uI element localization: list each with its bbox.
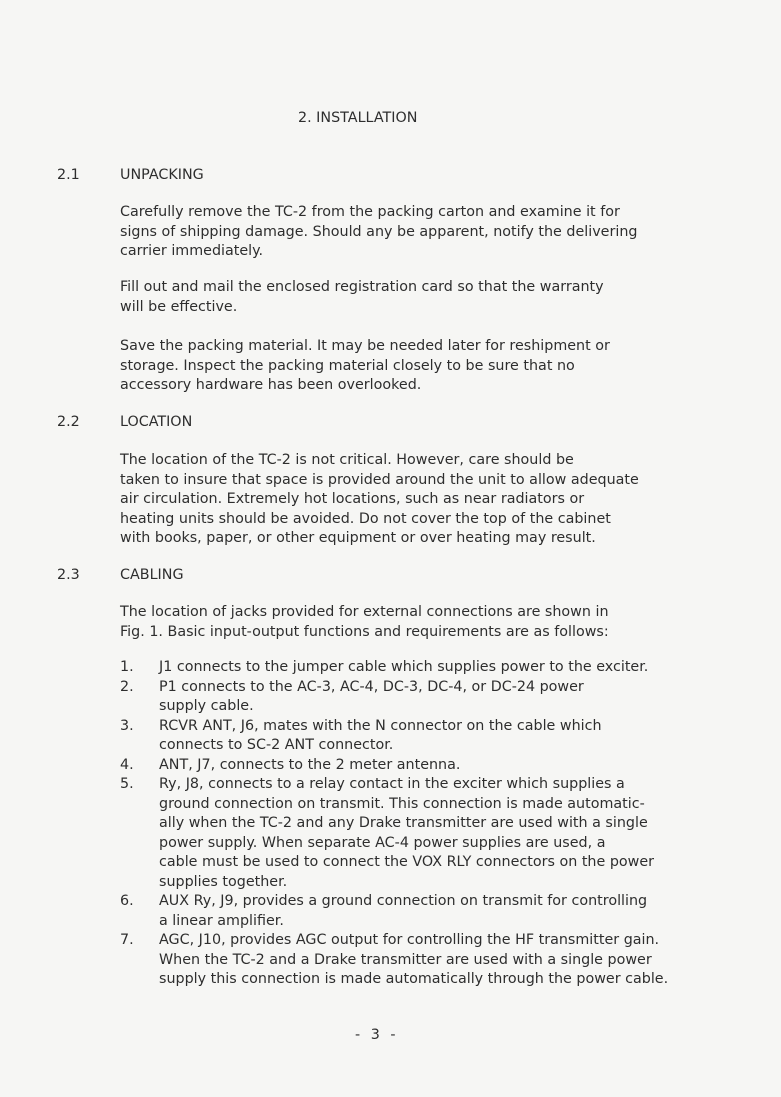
list-item	[120, 678, 668, 717]
list-item-number: 4.	[120, 756, 134, 773]
page-number: - 3 -	[355, 1027, 399, 1043]
text-line: will be effective.	[120, 298, 238, 315]
text-line: a linear amplifier.	[159, 912, 284, 929]
text-line: connects to SC-2 ANT connector.	[159, 737, 394, 753]
section-number: 2.2	[57, 414, 80, 430]
connection-list	[120, 658, 668, 990]
text-line: AUX Ry, J9, provides a ground connection on transmit for controlling	[159, 893, 648, 909]
text-line: storage. Inspect the packing material closely to be sure that no	[120, 357, 575, 374]
text-line: Fill out and mail the enclosed registration card so that the warranty	[120, 279, 604, 295]
paragraph	[120, 203, 637, 262]
text-line: signs of shipping damage. Should any be apparent, notify the delivering	[120, 223, 638, 240]
list-item	[120, 717, 668, 756]
paragraph	[120, 278, 604, 317]
list-item	[120, 658, 668, 678]
text-line: The location of jacks provided for external connections are shown in	[120, 604, 609, 620]
text-line: J1 connects to the jumper cable which supplies power to the exciter.	[159, 659, 649, 675]
text-line: Fig. 1. Basic input-output functions and requirements are as follows:	[120, 623, 609, 640]
text-line: supply this connection is made automatically through the power cable.	[159, 971, 669, 987]
text-line: ANT, J7, connects to the 2 meter antenna.	[159, 756, 461, 773]
text-line: supplies together.	[159, 873, 288, 890]
text-line: P1 connects to the AC-3, AC-4, DC-3, DC-4, or DC-24 power	[159, 678, 584, 695]
text-line: ground connection on transmit. This connection is made automatic-	[159, 795, 645, 812]
text-line: carrier immediately.	[120, 243, 264, 259]
page-title: 2. INSTALLATION	[298, 110, 418, 126]
paragraph	[120, 603, 609, 642]
text-line: ally when the TC-2 and any Drake transmitter are used with a single	[159, 815, 648, 831]
text-line: accessory hardware has been overlooked.	[120, 377, 422, 393]
text-line: supply cable.	[159, 698, 254, 714]
text-line: cable must be used to connect the VOX RLY connectors on the power	[159, 854, 655, 870]
text-line: with books, paper, or other equipment or over heating may result.	[120, 530, 596, 546]
text-line: taken to insure that space is provided around the unit to allow adequate	[120, 471, 639, 488]
text-line: When the TC-2 and a Drake transmitter are used with a single power	[159, 951, 652, 968]
text-line: AGC, J10, provides AGC output for controlling the HF transmitter gain.	[159, 932, 660, 948]
list-item	[120, 756, 668, 776]
paragraph	[120, 337, 610, 396]
section-heading: CABLING	[120, 567, 184, 583]
list-item-number: 3.	[120, 717, 134, 734]
text-line: power supply. When separate AC-4 power supplies are used, a	[159, 834, 606, 851]
list-item-number: 5.	[120, 776, 134, 792]
text-line: RCVR ANT, J6, mates with the N connector on the cable which	[159, 717, 602, 734]
list-item	[120, 892, 668, 931]
paragraph	[120, 451, 639, 549]
text-line: Ry, J8, connects to a relay contact in the exciter which supplies a	[159, 776, 625, 792]
text-line: heating units should be avoided. Do not cover the top of the cabinet	[120, 510, 611, 527]
list-item-number: 2.	[120, 678, 134, 695]
text-line: Carefully remove the TC-2 from the packing carton and examine it for	[120, 204, 620, 220]
text-line: air circulation. Extremely hot locations, such as near radiators or	[120, 491, 585, 507]
text-line: Save the packing material. It may be needed later for reshipment or	[120, 338, 610, 354]
list-item-number: 1.	[120, 659, 134, 675]
text-line: The location of the TC-2 is not critical. However, care should be	[120, 452, 574, 468]
list-item-number: 7.	[120, 932, 134, 948]
list-item-number: 6.	[120, 893, 134, 909]
list-item	[120, 931, 668, 990]
section-heading: LOCATION	[120, 414, 193, 430]
section-heading: UNPACKING	[120, 167, 204, 183]
list-item	[120, 775, 668, 892]
section-number: 2.3	[57, 567, 80, 583]
section-number: 2.1	[57, 167, 80, 183]
